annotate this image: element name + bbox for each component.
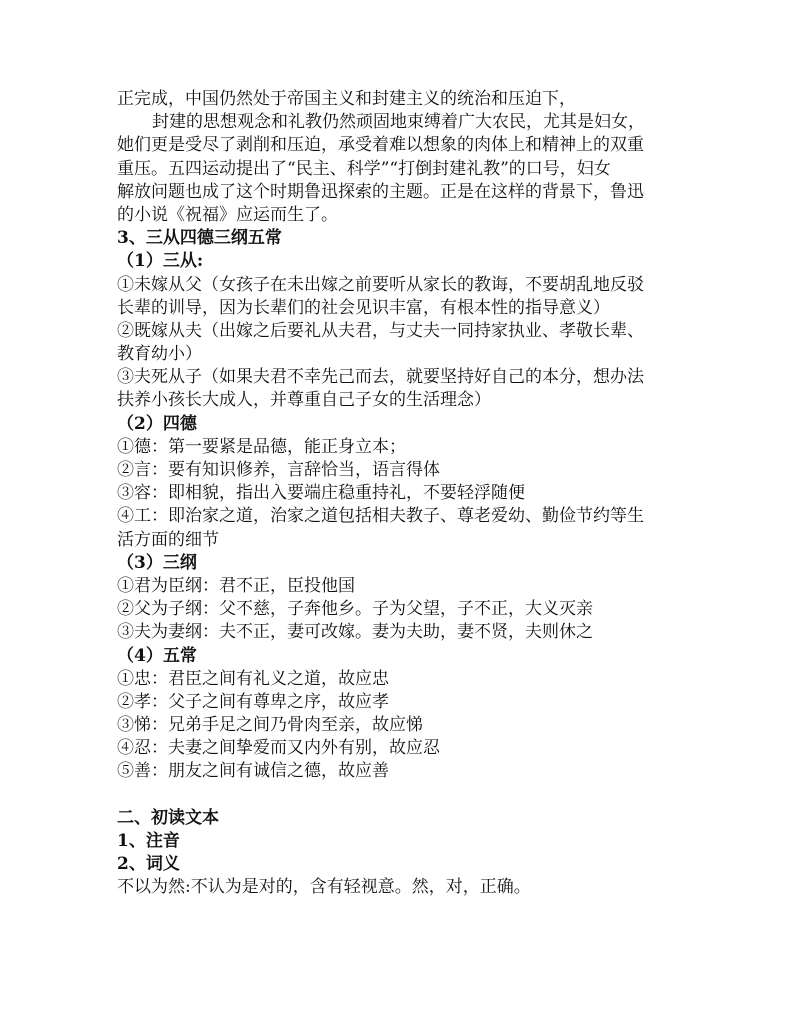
intro-line: 正完成，中国仍然处于帝国主义和封建主义的统治和压迫下， — [117, 89, 576, 109]
list-item: ③夫为妻纲：夫不正，妻可改嫁。妻为夫助，妻不贤，夫则休之 — [117, 622, 593, 643]
list-item: ②父为子纲：父不慈，子奔他乡。子为父望，子不正，大义灭亲 — [117, 599, 593, 620]
list-item: ④忍：夫妻之间挚爱而又内外有别，故应忍 — [117, 738, 440, 759]
list-item: 教育幼小） — [117, 344, 202, 365]
list-item: ①君为臣纲：君不正，臣投他国 — [117, 575, 355, 596]
list-item: ②言：要有知识修养，言辞恰当，语言得体 — [117, 460, 440, 480]
list-item: 活方面的细节 — [117, 529, 219, 550]
subsection-title: （4）五常 — [117, 645, 197, 666]
list-item: ①未嫁从父（女孩子在未出嫁之前要听从家长的教诲，不要胡乱地反驳 — [117, 274, 644, 295]
list-item: 长辈的训导，因为长辈们的社会见识丰富，有根本性的指导意义） — [117, 297, 610, 318]
list-item: ②既嫁从夫（出嫁之后要礼从夫君，与丈夫一同持家执业、孝敬长辈、 — [117, 320, 644, 341]
list-item: ③夫死从子（如果夫君不幸先己而去，就要坚持好自己的本分，想办法 — [117, 367, 644, 388]
list-item: 扶养小孩长大成人，并尊重自己子女的生活理念） — [117, 390, 491, 411]
document-page — [117, 88, 722, 900]
subsection-title: 2、词义 — [117, 854, 180, 875]
list-item: ③悌：兄弟手足之间乃骨肉至亲，故应悌 — [117, 715, 423, 736]
list-item: ④工：即治家之道，治家之道包括相夫教子、尊老爱幼、勤俭节约等生 — [117, 506, 644, 527]
intro-paragraph-line: 重压。五四运动提出了“民主、科学”“打倒封建礼教”的口号，妇女 — [117, 158, 611, 179]
section-heading: 3、三从四德三纲五常 — [117, 228, 282, 249]
subsection-title: （1）三从: — [117, 251, 204, 272]
subsection-title: （2）四德 — [117, 413, 197, 434]
blank-line — [117, 784, 722, 807]
intro-paragraph-line: 的小说《祝福》应运而生了。 — [117, 204, 338, 225]
subsection-title: （3）三纲 — [117, 552, 197, 573]
intro-paragraph-line: 封建的思想观念和礼教仍然顽固地束缚着广大农民，尤其是妇女， — [152, 112, 645, 133]
list-item: ③容：即相貌，指出入要端庄稳重持礼，不要轻浮随便 — [117, 483, 525, 504]
list-item: ⑤善：朋友之间有诚信之德，故应善 — [117, 761, 389, 782]
section-heading: 二、初读文本 — [117, 807, 219, 828]
list-item: ①德：第一要紧是品德，能正身立本； — [117, 436, 406, 457]
intro-paragraph-line: 解放问题也成了这个时期鲁迅探索的主题。正是在这样的背景下，鲁迅 — [117, 181, 644, 202]
definition-text: 不以为然:不认为是对的，含有轻视意。然，对，正确。 — [117, 877, 531, 898]
list-item: ①忠：君臣之间有礼义之道，故应忠 — [117, 668, 389, 689]
list-item: ②孝：父子之间有尊卑之序，故应孝 — [117, 691, 389, 712]
subsection-title: 1、注音 — [117, 831, 180, 851]
intro-paragraph-line: 她们更是受尽了剥削和压迫，承受着难以想象的肉体上和精神上的双重 — [117, 135, 644, 156]
